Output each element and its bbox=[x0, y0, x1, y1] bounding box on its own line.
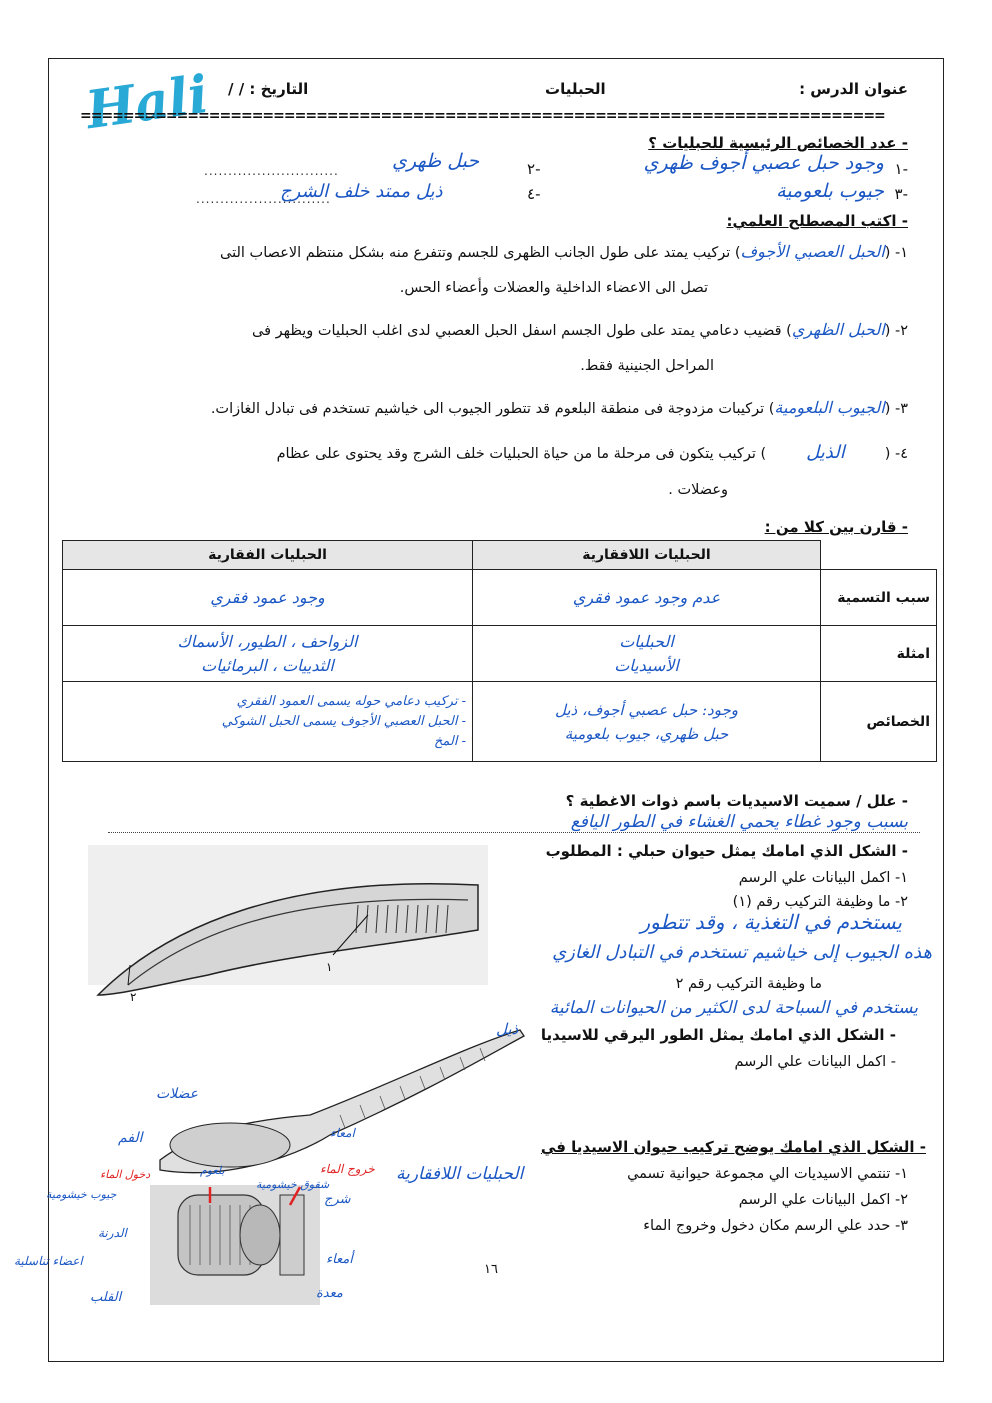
q2-item2-text2: المراحل الجنينية فقط. bbox=[580, 358, 714, 374]
larva-head bbox=[170, 1123, 290, 1167]
q2-item4 bbox=[277, 442, 908, 463]
q2-item1-text: ) تركيب يمتد على طول الجانب الظهرى للجسم وتتفرع منه بشكل منتظم الاعصاب التى bbox=[220, 245, 741, 261]
asc-gillslits-label: شقوق خيشومية bbox=[256, 1178, 330, 1191]
q7-sub1: ١- تنتمي الاسيديات الي مجموعة حيوانية تسمي bbox=[627, 1166, 908, 1182]
q5-answer2-line2: هذه الجيوب إلى خياشيم تستخدم في التبادل الغازي bbox=[552, 942, 932, 963]
col-header-invertebrate: الحبليات اللافقارية bbox=[473, 541, 821, 570]
asc-gill-pouch-label: جيوب خيشومية bbox=[46, 1188, 117, 1201]
larva-muscle-label: عضلات bbox=[156, 1086, 199, 1102]
lesson-label: عنوان الدرس : bbox=[799, 80, 908, 98]
q6-title: - الشكل الذي امامك يمثل الطور اليرقي للاسيديا bbox=[540, 1026, 896, 1044]
asc-water-out-label: خروج الماء bbox=[320, 1162, 375, 1176]
comparison-table bbox=[62, 540, 937, 762]
figure-label-1: ١ bbox=[326, 960, 333, 974]
q2-item4-answer: الذيل bbox=[806, 442, 845, 463]
cell-features-invert: وجود: حبل عصبي أجوف، ذيل حبل ظهري، جيوب بلعومية bbox=[473, 682, 821, 762]
q7-title: - الشكل الذي امامك يوضح تركيب حيوان الاسيديا في bbox=[540, 1138, 926, 1156]
col-header-vertebrate: الحبليات الفقارية bbox=[63, 541, 473, 570]
q1-dots2: ............................ bbox=[204, 164, 339, 178]
q1-answer4: ذيل ممتد خلف الشرج bbox=[280, 181, 443, 202]
q2-item4-num: ٤- ( bbox=[884, 446, 908, 462]
asc-dorsal-label: الدرنة bbox=[98, 1226, 127, 1240]
cell-naming-invert: عدم وجود عمود فقري bbox=[473, 570, 821, 626]
q2-item3-text: ) تركيبات مزدوجة فى منطقة البلعوم قد تتطور الجيوب الى خياشيم تستخدم فى تبادل الغازات. bbox=[210, 401, 775, 417]
q2-item1-text2: تصل الى الاعضاء الداخلية والعضلات وأعضاء الحس. bbox=[399, 280, 708, 296]
signature: Hali bbox=[82, 63, 212, 142]
larva-gut-label: امعاء bbox=[330, 1126, 355, 1140]
q1-answer1: وجود حبل عصبي أجوف ظهري bbox=[643, 152, 884, 174]
asc-pharynx-label: بلعوم bbox=[200, 1164, 225, 1177]
cell-examples-vert: الزواحف ، الطيور، الأسماك الثدييات ، البرمائيات bbox=[63, 626, 473, 682]
q5-title: - الشكل الذي امامك يمثل حيوان حبلي : المطلوب bbox=[545, 842, 908, 860]
header-rule: =========================================================================== bbox=[80, 108, 885, 124]
q7-answer1: الحبليات اللافقارية bbox=[396, 1164, 524, 1184]
q5-sub2: ٢- ما وظيفة التركيب رقم (١) bbox=[732, 894, 908, 910]
q4-title: - علل / سميت الاسيديات باسم ذوات الاغطية ؟ bbox=[565, 792, 908, 810]
lesson-title: الحبليات bbox=[545, 80, 606, 98]
q7-sub2: ٢- اكمل البيانات علي الرسم bbox=[738, 1192, 908, 1208]
q5-sub1: ١- اكمل البيانات علي الرسم bbox=[738, 870, 908, 886]
asc-intestine-label: أمعاء bbox=[326, 1252, 353, 1267]
row-label-examples: امثلة bbox=[821, 626, 937, 682]
q2-item3-answer: الجيوب البلعومية bbox=[774, 398, 885, 417]
q5-sub3: ما وظيفة التركيب رقم ٢ bbox=[675, 976, 822, 992]
cell-features-vert: - تركيب دعامي حوله يسمى العمود الفقري - الحبل العصبي الأجوف يسمى الحبل الشوكي - المخ bbox=[63, 682, 473, 762]
q2-title: - اكتب المصطلح العلمي: bbox=[726, 212, 908, 230]
q1-title: - عدد الخصائص الرئيسية للحبليات ؟ bbox=[648, 134, 908, 152]
q1-answer3: جيوب بلعومية bbox=[776, 180, 884, 202]
cell-examples-invert: الحبليات الأسيديات bbox=[473, 626, 821, 682]
page-number: ١٦ bbox=[484, 1262, 498, 1277]
date-label: التاريخ : / / bbox=[228, 80, 309, 98]
q2-item2 bbox=[252, 320, 908, 339]
q2-item1-answer: الحبل العصبي الأجوف bbox=[740, 242, 885, 261]
q2-item4-text: ) تركيب يتكون فى مرحلة ما من حياة الحبليات خلف الشرج وقد يحتوى على عظام bbox=[276, 446, 767, 462]
table-row bbox=[63, 570, 937, 626]
q1-num3: ٣- bbox=[894, 185, 908, 203]
asc-stomach-label: معدة bbox=[316, 1286, 343, 1301]
q2-item3 bbox=[211, 398, 908, 417]
asc-anus-label: شرج bbox=[324, 1192, 351, 1207]
ascidian-siphon bbox=[280, 1195, 304, 1275]
table-row bbox=[63, 626, 937, 682]
asc-heart-label: القلب bbox=[90, 1290, 122, 1305]
q1-num4: ٤- bbox=[527, 185, 541, 203]
table-row bbox=[63, 682, 937, 762]
q5-answer3: يستخدم في السباحة لدى الكثير من الحيوانات المائية bbox=[549, 998, 918, 1018]
q7-sub3: ٣- حدد علي الرسم مكان دخول وخروج الماء bbox=[643, 1218, 908, 1234]
q1-answer2: حبل ظهري bbox=[392, 150, 480, 172]
q1-num1: ١- bbox=[894, 160, 908, 178]
table-corner bbox=[821, 541, 937, 570]
q6-sub1: - اكمل البيانات علي الرسم bbox=[734, 1054, 896, 1070]
q5-answer2-line1: يستخدم في التغذية ، وقد تتطور bbox=[640, 910, 902, 934]
q3-title: - قارن بين كلا من : bbox=[764, 518, 908, 536]
chordate-figure bbox=[88, 845, 488, 1015]
larva-mouth-label: الفم bbox=[118, 1130, 143, 1146]
row-label-features: الخصائص bbox=[821, 682, 937, 762]
q2-item2-answer: الحبل الظهري bbox=[791, 320, 885, 339]
figure-label-2: ٢ bbox=[130, 990, 137, 1004]
ascidian-gut bbox=[240, 1205, 280, 1265]
larva-tail-label: ذيل bbox=[496, 1020, 519, 1038]
q1-num2: ٢- bbox=[527, 160, 541, 178]
row-label-naming: سبب التسمية bbox=[821, 570, 937, 626]
ascidian-figure bbox=[150, 1185, 320, 1305]
q2-item2-text: ) قضيب دعامي يمتد على طول الجسم اسفل الحبل العصبي لدى اغلب الحبليات ويظهر فى bbox=[252, 323, 792, 339]
q4-answer: بسبب وجود غطاء يحمي الغشاء في الطور اليافع bbox=[570, 812, 908, 832]
q4-dotted-line bbox=[108, 832, 920, 833]
cell-naming-vert: وجود عمود فقري bbox=[63, 570, 473, 626]
q2-item3-num: ٣- ( bbox=[884, 401, 908, 417]
q2-item2-num: ٢- ( bbox=[884, 323, 908, 339]
table-header-row bbox=[63, 541, 937, 570]
q2-item1-num: ١- ( bbox=[884, 245, 908, 261]
asc-water-in-label: دخول الماء bbox=[100, 1168, 151, 1181]
asc-gonads-label: اعضاء تناسلية bbox=[14, 1254, 83, 1268]
q2-item4-text2: وعضلات . bbox=[668, 482, 728, 498]
q2-item1 bbox=[220, 242, 908, 261]
q1-dots4: ............................ bbox=[196, 192, 331, 206]
